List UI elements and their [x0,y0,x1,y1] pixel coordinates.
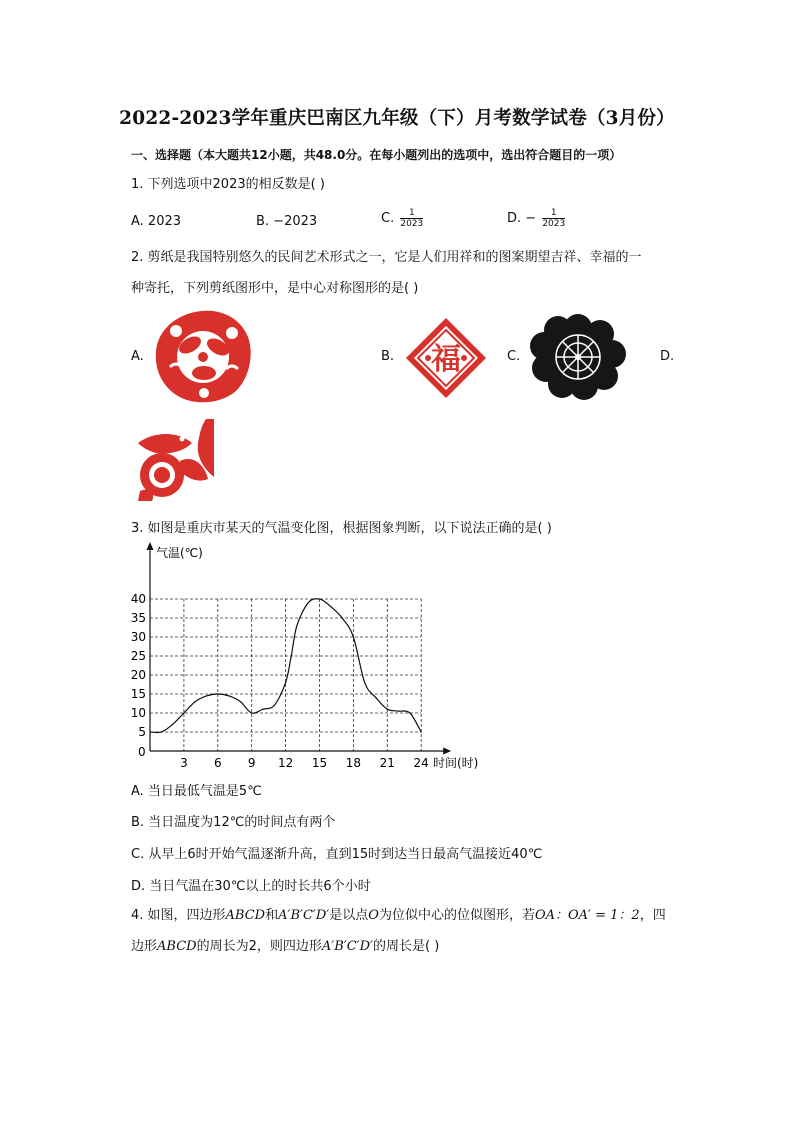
data-point [330,606,331,607]
y-tick-label: 30 [130,630,146,644]
q3-option-b[interactable]: B. 当日温度为12℃的时间点有两个 [131,815,336,830]
q3-option-d[interactable]: D. 当日气温在30℃以上的时长共6个小时 [131,879,371,894]
q2-label-a[interactable]: A. [131,349,144,364]
temperature-chart [128,540,498,776]
x-tick-label: 18 [345,756,362,770]
chart-grid [150,599,421,751]
data-point [172,724,173,725]
q1-option-c-letter: C. [381,211,395,226]
data-point [206,695,207,696]
question-2-stem-line1: 2. 剪纸是我国特别悠久的民间艺术形式之一，它是人们用祥和的图案期望吉祥、幸福的一 [131,250,642,265]
x-tick-label: 12 [277,756,294,770]
data-point [319,598,320,599]
data-point [296,625,297,626]
q4-ratio: OA：OA′ = 1：2 [534,908,640,923]
x-tick-label: 21 [379,756,395,770]
question-4-stem-line1: 4. 如图，四边形ABCD和A′B′C′D′是以点O为位似中心的位似图形，若OA：OA′ = 1：2，四 [131,908,666,923]
y-tick-label: 40 [130,592,146,606]
x-tick-label: 6 [213,756,222,770]
data-point [262,709,263,710]
x-axis-label: 时间(时) [433,756,479,770]
question-1-stem: 1. 下列选项中2023的相反数是( ) [131,177,325,192]
data-point [195,701,196,702]
data-point [251,712,252,713]
q3-option-c[interactable]: C. 从早上6时开始气温逐渐升高，直到15时到达当日最高气温接近40℃ [131,847,543,862]
fu-character: 福 [431,342,461,377]
data-point [364,682,365,683]
y-tick-label: 10 [130,706,146,720]
q1-option-a[interactable]: A. 2023 [131,214,182,229]
q2-label-b[interactable]: B. [381,349,395,364]
q1-option-d-fraction: $\frac{1}{2023}$ [542,208,566,229]
data-point [161,731,162,732]
q4-abcd-prime-2: A′B′C′D′ [321,939,373,954]
section-heading: 一、选择题（本大题共12小题，共48.0分。在每小题列出的选项中，选出符合题目的一项） [131,148,622,162]
q2-label-c[interactable]: C. [507,349,521,364]
y-tick-label: 5 [138,725,146,739]
q4-abcd-2: ABCD [157,939,197,954]
q1-option-d-letter: D. − [507,211,537,226]
data-point [217,693,218,694]
q4-point-o: O [368,908,379,923]
y-tick-label: 20 [130,668,146,682]
data-point [409,712,410,713]
data-point [387,709,388,710]
data-point [398,711,399,712]
x-tick-label: 3 [180,756,188,770]
x-axis-arrow [443,748,451,755]
data-point [229,695,230,696]
question-4-stem-line2: 边形ABCD的周长为2，则四边形A′B′C′D′的周长是( ) [131,939,440,954]
question-2-stem-line2: 种寄托，下列剪纸图形中，是中心对称图形的是( ) [131,281,419,296]
chart-axes [147,542,452,755]
data-point [274,705,275,706]
data-point [149,731,150,732]
q1-option-d[interactable] [507,208,565,229]
q2-label-d[interactable]: D. [660,349,675,364]
papercut-fish-image [134,417,214,501]
q1-option-c[interactable] [381,208,423,229]
data-point [291,655,292,656]
q4-abcd: ABCD [225,908,266,923]
data-point [421,731,422,732]
q3-option-a[interactable]: A. 当日最低气温是5℃ [131,784,262,799]
data-point [240,701,241,702]
y-axis-label: 气温(℃) [156,546,203,560]
q1-option-c-fraction: $\frac{1}{2023}$ [400,208,424,229]
papercut-flower-image [530,314,626,400]
q4-abcd-prime: A′B′C′D′ [278,908,330,923]
data-point [342,617,343,618]
x-tick-label: 24 [413,756,429,770]
papercut-fu-image [404,316,488,400]
x-tick-label: 9 [247,756,256,770]
data-point [285,682,286,683]
page-title: 2022-2023学年重庆巴南区九年级（下）月考数学试卷（3月份） [119,108,675,129]
y-tick-label: 25 [130,649,146,663]
question-3-stem: 3. 如图是重庆市某天的气温变化图，根据图象判断，以下说法正确的是( ) [131,521,552,536]
origin-label: 0 [138,745,146,759]
data-point [375,697,376,698]
data-point [308,602,309,603]
chart-ticks [131,592,429,770]
papercut-rabbits-image [150,307,256,405]
x-tick-label: 15 [311,756,328,770]
y-tick-label: 35 [130,611,146,625]
data-point [183,712,184,713]
data-point [353,636,354,637]
q1-option-b[interactable]: B. −2023 [256,214,318,229]
y-tick-label: 15 [130,687,146,701]
y-axis-arrow [147,542,154,550]
